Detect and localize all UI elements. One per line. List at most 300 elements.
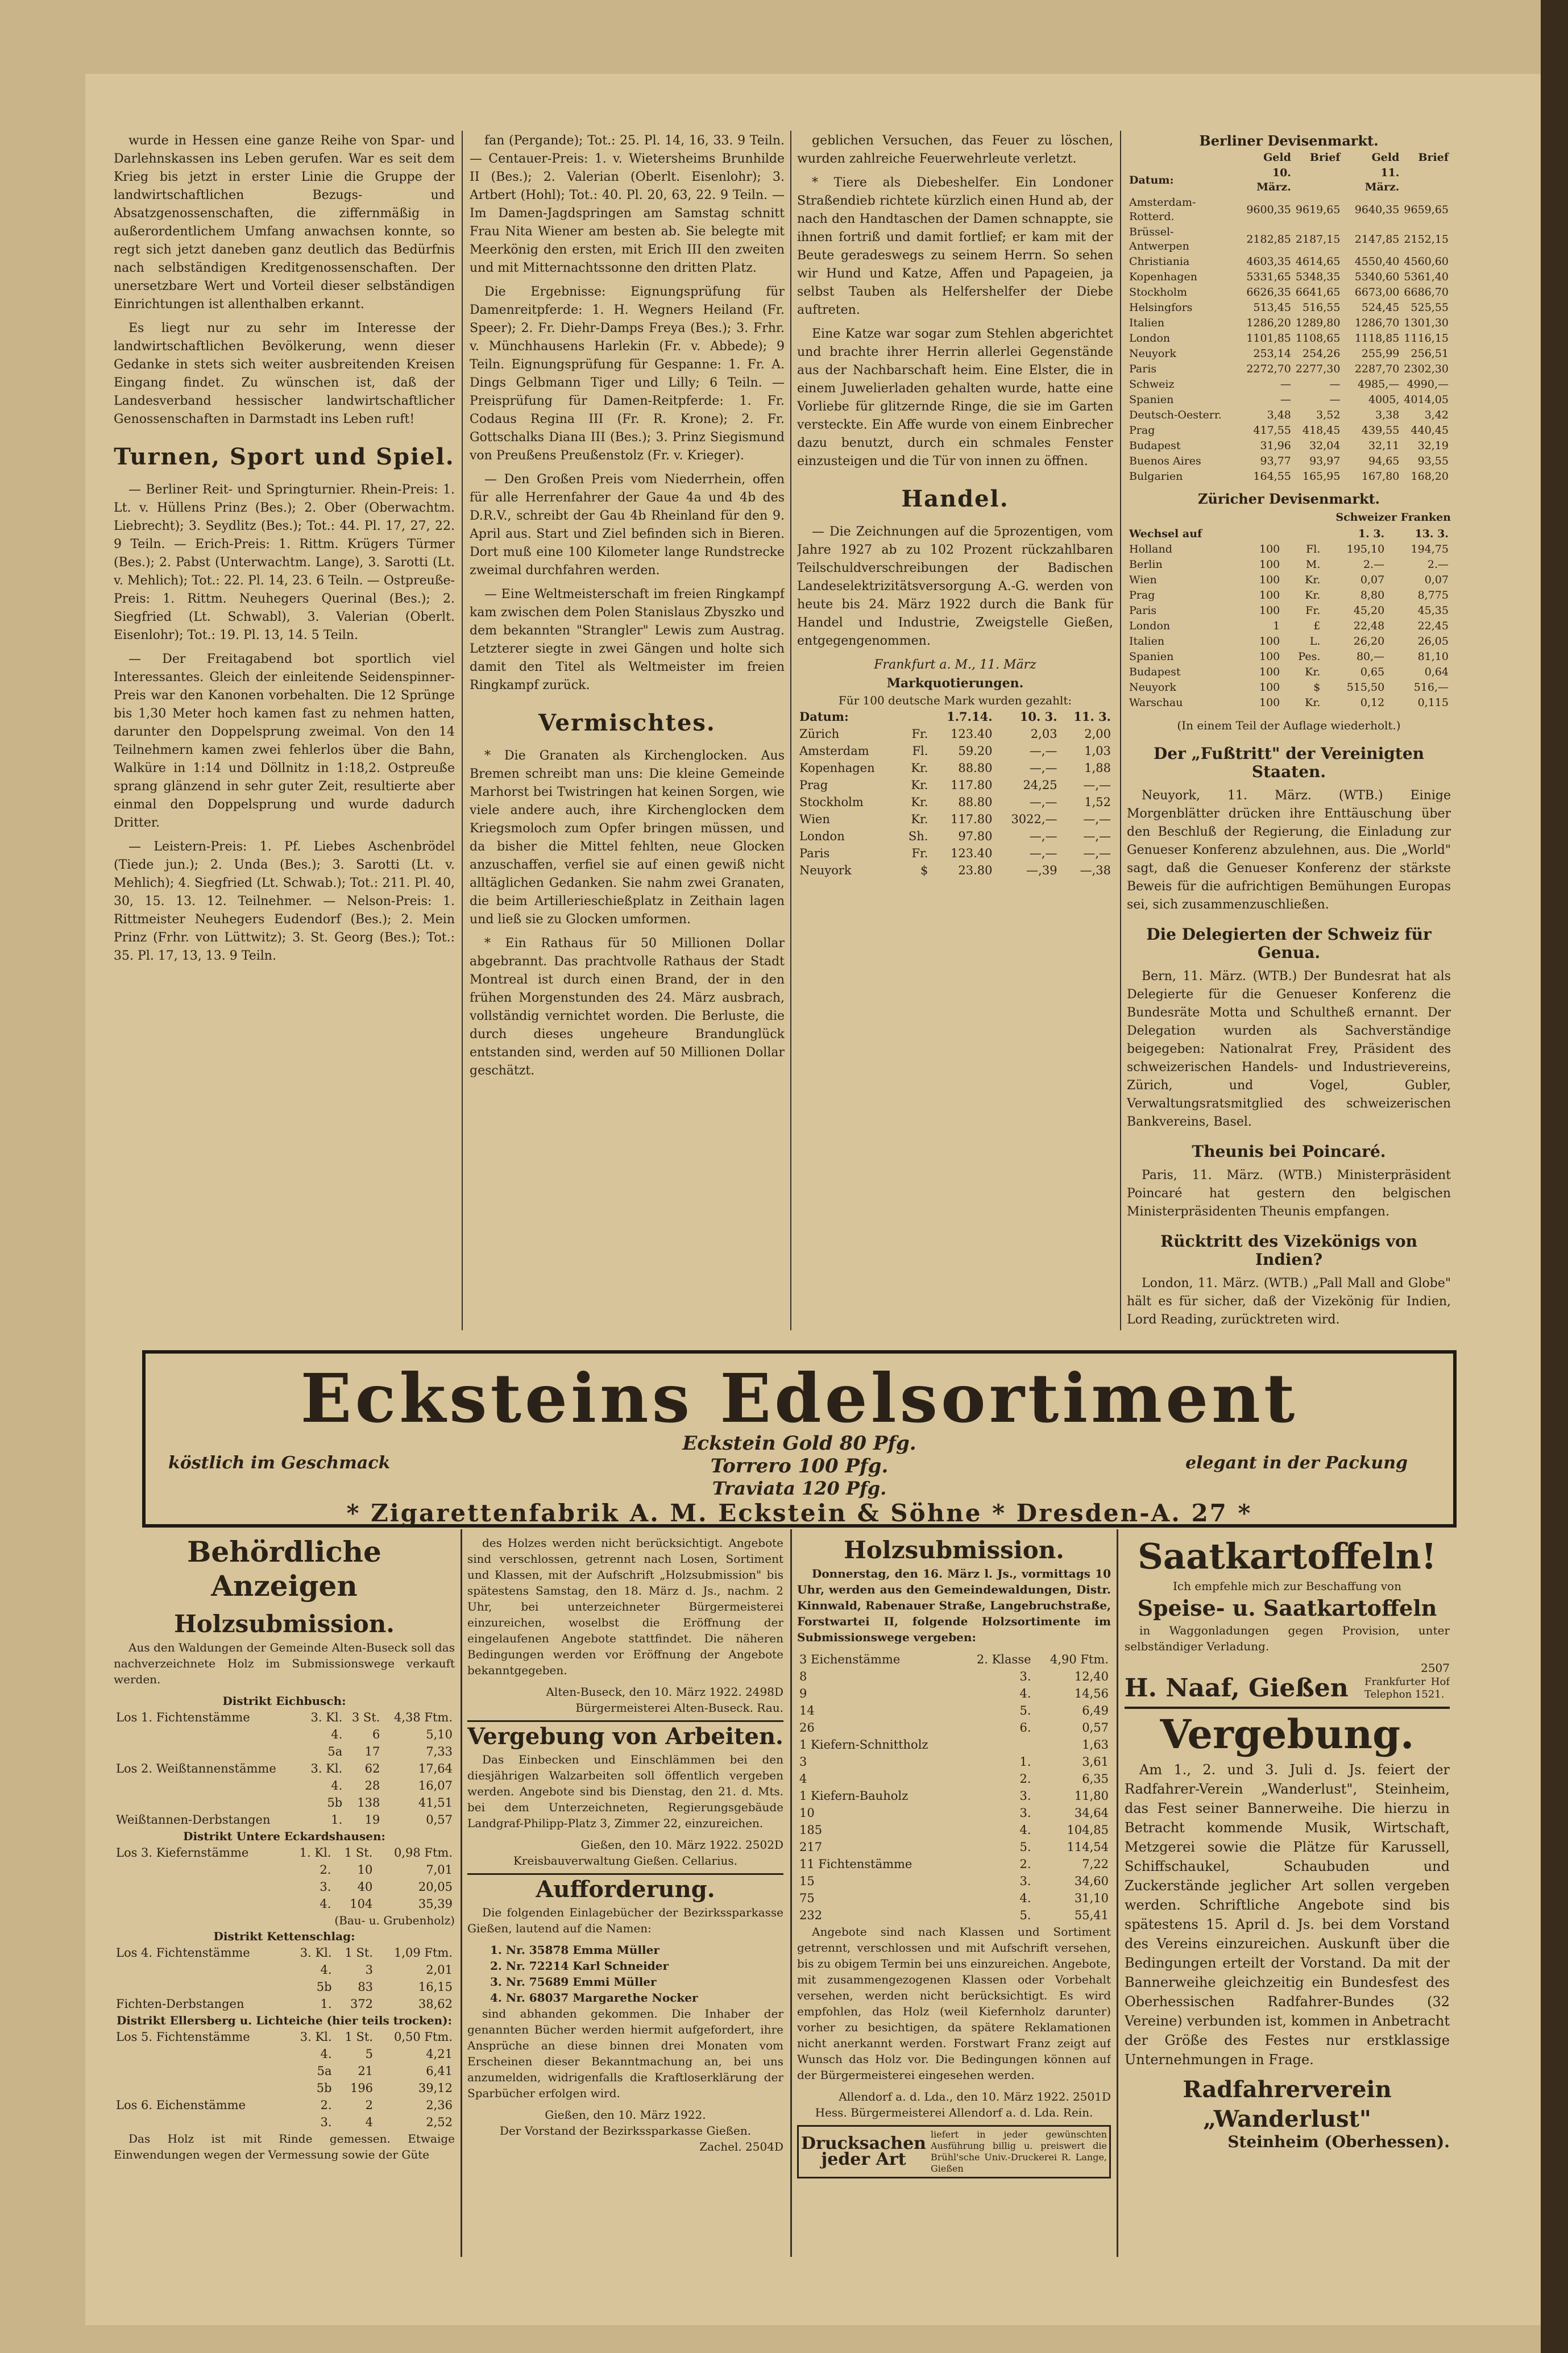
news-heading: Rücktritt des Vizekönigs von Indien? — [1160, 1232, 1417, 1269]
table-row — [797, 845, 1113, 862]
table-cell: 6673,00 — [1354, 286, 1400, 298]
table-cell: 93,77 — [1260, 455, 1291, 467]
table-cell: Fl. — [912, 744, 928, 758]
table-cell: 372 — [350, 1997, 374, 2011]
table-row — [797, 811, 1113, 828]
table-cell: 100 — [1259, 558, 1280, 571]
table-cell: 9600,35 — [1246, 203, 1291, 216]
table-cell — [114, 1777, 303, 1794]
table-cell: 4. — [331, 1728, 343, 1741]
table-cell: 196 — [350, 2081, 374, 2095]
table-row — [1127, 588, 1451, 603]
table-cell: 100 — [1259, 696, 1280, 709]
ad-sign: Allendorf a. d. Lda., den 10. März 1922. 2501D — [839, 2090, 1111, 2103]
table-row — [1127, 225, 1451, 254]
holz-intro: Aus den Waldungen der Gemeinde Alten-Buseck soll das nachverzeichnete Holz im Submissionswege verkauft werden. — [114, 1641, 455, 1686]
table-cell: 104,85 — [1067, 1823, 1109, 1837]
table-row — [1127, 572, 1451, 588]
table-cell: 0,12 — [1360, 696, 1385, 709]
table-cell: Wien — [1129, 574, 1157, 586]
table-cell: 32,19 — [1417, 439, 1449, 452]
table-cell: 2.— — [1363, 558, 1385, 571]
table-cell: Kopenhagen — [1129, 271, 1197, 283]
table-cell: 256,51 — [1411, 347, 1449, 360]
table-cell: London — [1129, 332, 1171, 345]
table-cell: 1289,80 — [1295, 317, 1341, 329]
table-cell: Buenos Aires — [1129, 455, 1201, 467]
table-cell: 2,52 — [426, 2115, 453, 2129]
table-row — [114, 1760, 455, 1777]
table-cell: 217 — [799, 1840, 823, 1854]
table-cell — [114, 1861, 288, 1878]
list-item: 1. Nr. 35878 Emma Müller — [490, 1943, 659, 1957]
table-cell: Kr. — [1305, 666, 1321, 678]
table-row — [797, 1821, 1111, 1839]
table-row — [114, 2062, 455, 2080]
table-cell: 8,775 — [1417, 589, 1449, 601]
table-row — [114, 1961, 455, 1978]
ad-title-aufforderung: Aufforderung. — [467, 1873, 783, 1904]
table-cell: 165,95 — [1302, 470, 1341, 483]
table-cell: 7,01 — [426, 1863, 453, 1877]
table-cell: — — [1280, 393, 1291, 406]
column-rule — [461, 1529, 462, 2257]
table-row — [1127, 316, 1451, 331]
table-row — [1127, 557, 1451, 572]
column-2 — [470, 132, 785, 1331]
table-cell: Paris — [799, 846, 830, 860]
saat-big: Speise- u. Saatkartoffeln — [1137, 1595, 1437, 1621]
table-cell — [114, 1895, 288, 1912]
table-cell: 1301,30 — [1404, 317, 1449, 329]
table-cell: 88.80 — [958, 795, 993, 809]
vergebung-title: Vergebung. — [1125, 1707, 1450, 1760]
table-cell — [114, 1961, 288, 1978]
list-item: 4. Nr. 68037 Margarethe Nocker — [490, 1991, 698, 2005]
table-cell: 31,10 — [1074, 1891, 1109, 1905]
table-cell: 13. 3. — [1414, 528, 1449, 540]
table-cell: Kr. — [911, 761, 928, 775]
official-notices-heading: Behördliche Anzeigen — [187, 1535, 381, 1603]
table-cell: 516,— — [1413, 681, 1449, 694]
table-cell: Prag — [799, 778, 828, 792]
druck-title: Drucksachen jeder Art — [801, 2134, 926, 2169]
table-cell — [1244, 526, 1282, 542]
table-cell: Bulgarien — [1129, 470, 1183, 483]
table-cell: Holland — [1129, 543, 1172, 555]
table-cell: 2. — [320, 2098, 332, 2112]
table-row — [797, 1702, 1111, 1719]
table-cell — [114, 1878, 288, 1895]
table-cell: Kr. — [911, 778, 928, 792]
table-cell: 3. Kl. — [300, 2030, 332, 2044]
table-cell: 524,45 — [1361, 301, 1400, 314]
table-cell: Helsingfors — [1129, 301, 1193, 314]
table-cell: 20,05 — [418, 1880, 453, 1894]
table-cell: 15 — [799, 1874, 815, 1888]
table-cell: 21 — [358, 2064, 374, 2078]
table-cell: M. — [1305, 558, 1321, 571]
table-cell: 8,80 — [1360, 589, 1385, 601]
table-cell: 4. — [1019, 1823, 1031, 1837]
naaf-name: H. Naaf, Gießen — [1125, 1674, 1349, 1703]
table-cell — [114, 1726, 303, 1743]
news-text: Bern, 11. März. (WTB.) Der Bundesrat hat als Delegierte für die Genueser Konferenz die Bundesräte Motta und Schultheß ernannt. Der Delegation wurden als Sachverständige beigegeben: Nationalrat Frey, Präsident des schweizerischen Handels- und Industrievereins, Zürich, und Vogel, Gubler, Verwaltungsratsmitglied des schweizerischen Bankvereins, Basel. — [1127, 969, 1451, 1129]
news-text: Neuyork, 11. März. (WTB.) Einige Morgenblätter drücken ihre Enttäuschung über den Beschluß der Regierung, die Einladung zur Genueser Konferenz abzulehnen, aus. Die „World" sagt, daß die Genueser Konferenz der stärkste Beweis für die aufrichtigen Bemühungen Europas sei, sich zusammenzuschließen. — [1127, 789, 1451, 912]
table-row — [797, 1787, 1111, 1804]
table-cell: 81,10 — [1417, 650, 1449, 663]
table-cell: 185 — [799, 1823, 823, 1837]
ad-sign: Hess. Bürgermeisterei Allendorf a. d. Lda. Rein. — [815, 2106, 1093, 2119]
table-cell: 5,10 — [426, 1728, 453, 1741]
district-title: Distrikt Eichbusch: — [222, 1694, 346, 1708]
table-cell: 1,52 — [1084, 795, 1111, 809]
table-cell: 0,64 — [1424, 666, 1449, 678]
table-cell: 19 — [364, 1813, 380, 1827]
table-cell: Neuyork — [1129, 347, 1176, 360]
table-cell: 17,64 — [418, 1762, 453, 1775]
table-row — [797, 1856, 1111, 1873]
table-cell: 4560,60 — [1404, 255, 1449, 268]
column-4 — [1127, 132, 1451, 1331]
table-cell: 1. — [320, 1997, 332, 2011]
table-cell: 5. — [1019, 1840, 1031, 1854]
table-cell: 1101,85 — [1246, 332, 1291, 345]
table-cell: 1,09 Ftm. — [393, 1946, 453, 1960]
table-cell: 4. — [320, 1897, 331, 1911]
table-cell: 0,07 — [1424, 574, 1449, 586]
section-heading-sport: Turnen, Sport und Spiel. — [114, 443, 455, 470]
vergebung-text: Am 1., 2. und 3. Juli d. Js. feiert der Radfahrer-Verein „Wanderlust", Steinheim, das Fest seiner Bannerweihe. Die hierzu in Betracht kommende Musik, Wirtschaft, Metzgerei sowie die Plätze für Karussell, Schiffschaukel, Schaubuden und Zuckerstände jeglicher Art sollen vergeben werden. Schriftliche Angebote sind bis spätestens 15. April d. Js. bei dem Vorstand des Vereins einzureichen. Auskunft über die Bedingungen erteilt der Vorstand. Da mit der Bannerweihe gleichzeitig ein Bundesfest des Oberhessischen Radfahrer-Bundes (32 Vereine) verbunden ist, kommen in Anbetracht der Größe des Festes nur erstklassige Unternehmungen in Frage. — [1125, 1762, 1450, 2068]
table-cell: 100 — [1259, 574, 1280, 586]
table-cell: 2277,30 — [1295, 363, 1341, 375]
table-cell: 1108,65 — [1295, 332, 1341, 345]
table-cell — [114, 1743, 303, 1760]
table-row — [114, 1978, 455, 1995]
table-cell: 2302,30 — [1404, 363, 1449, 375]
table-cell: 100 — [1259, 650, 1280, 663]
table-cell: 0,115 — [1417, 696, 1449, 709]
table-cell — [899, 708, 931, 725]
table-row — [1127, 634, 1451, 649]
devisen-table — [1127, 150, 1451, 484]
ad-column-2 — [467, 1535, 783, 2251]
table-cell: 4 — [799, 1772, 807, 1786]
table-row — [1127, 269, 1451, 285]
article-text: * Ein Rathaus für 50 Millionen Dollar abgebrannt. Das prachtvolle Rathaus der Stadt Montreal ist durch einen Brand, der in den frühen Morgenstunden des 24. März ausbrach, vollständig vernichtet worden. Die Berluste, die durch dieses ungeheure Brandunglück entstanden sind, werden auf 50 Millionen Dollar geschätzt. — [470, 936, 785, 1078]
column-rule — [1120, 131, 1121, 1330]
table-cell: 100 — [1259, 589, 1280, 601]
table-row — [1127, 695, 1451, 711]
table-row — [797, 1736, 1111, 1753]
table-row — [797, 777, 1113, 794]
table-row — [797, 1890, 1111, 1907]
table-row — [1127, 665, 1451, 680]
table-cell: 100 — [1259, 666, 1280, 678]
table-cell: 1 St. — [345, 1946, 374, 1960]
table-cell: Amsterdam-Rotterd. — [1129, 196, 1196, 223]
holz-table-1 — [114, 1709, 455, 1828]
district-title: Distrikt Untere Eckardshausen: — [183, 1829, 385, 1843]
table-row — [1127, 392, 1451, 408]
article-text: Die Ergebnisse: Eignungsprüfung für Damenreitpferde: 1. H. Wegners Heiland (Fr. Speer); 2. Fr. Diehr-Damps Freya (Bes.); 3. Frhr. v. Münchhausens Harlekin (Fr. v. Abbede); 9 Teiln. Eignungsprüfung für Gespanne: 1. Fr. A. Dings Gelbmann Tiger und Lilly; 6 Teiln. — Preisprüfung für Damen-Reitpferde: 1. Fr. Codaus Regina III (Fr. R. Krone); 2. Fr. Gottschalks Diana III (Bes.); 3. Prinz Siegismund von Preußens Preußenstolz (Fr. v. Krieger). — [470, 285, 785, 463]
table-row — [1127, 469, 1451, 484]
table-cell: Budapest — [1129, 666, 1181, 678]
table-cell: 5. — [1019, 1908, 1031, 1922]
table-cell: 4 — [365, 2115, 374, 2129]
table-cell: 1. 3. — [1358, 528, 1385, 540]
ad-text: in Waggonladungen gegen Provision, unter selbständiger Verladung. — [1125, 1624, 1450, 1653]
table-cell: —,— — [1029, 829, 1057, 843]
table-cell: 417,55 — [1253, 424, 1291, 437]
table-cell: 32,11 — [1368, 439, 1400, 452]
table-cell: 6. — [1019, 1721, 1031, 1734]
zurich-title: Züricher Devisenmarkt. — [1197, 491, 1380, 507]
table-cell: 418,45 — [1302, 424, 1341, 437]
table-row — [1127, 423, 1451, 438]
table-row — [797, 828, 1113, 845]
table-cell: Stockholm — [799, 795, 864, 809]
ad-text: sind abhanden gekommen. Die Inhaber der genannten Bücher werden hiermit aufgefordert, ihre Ansprüche an diese binnen drei Monaten vom Erscheinen dieser Bekanntmachung an, bei uns anzumelden, widrigenfalls die Kraftloserklärung der Sparbücher erfolgen wird. — [467, 2007, 783, 2100]
table-cell: 22,48 — [1353, 620, 1385, 632]
table-cell: 3 — [799, 1755, 807, 1769]
table-cell: 26 — [799, 1721, 815, 1734]
district-title: Distrikt Ellersberg u. Lichteiche (hier teils trocken): — [116, 2014, 453, 2027]
table-cell: Kr. — [1305, 589, 1321, 601]
table-row — [1127, 195, 1451, 225]
column-rule — [462, 131, 463, 1330]
table-cell: 2,36 — [426, 2098, 453, 2112]
table-cell: 55,41 — [1074, 1908, 1109, 1922]
table-cell: Kr. — [1305, 696, 1321, 709]
banner-right-slogan: elegant in der Packung — [1185, 1453, 1408, 1473]
table-cell: —,— — [1083, 829, 1111, 843]
ad-title-vergebung-arbeiten: Vergebung von Arbeiten. — [467, 1720, 783, 1752]
article-text: — Berliner Reit- und Springturnier. Rhein-Preis: 1. Lt. v. Hüllens Prinz (Bes.); 2. Ober (Oberwachtm. Liebrecht); 3. Seydlitz (Bes.); Tot.: 44. Pl. 17, 27, 22. 9 Teiln. — Erich-Preis: 1. Rittm. Krügers Türmer (Bes.); 2. Pabst (Unterwachtm. Lange), 3. Sarotti (Lt. v. Mehlich); Tot.: 22. Pl. 14, 23. 6 Teiln. — Ostpreuße-Preis: 1. Rittm. Neuhegers Querinal (Bes.); 2. Siegfried (Lt. Schwabl), 3. Valerian (Oberlt. Eisenlohr); Tot.: 19. Pl. 13, 14. 5 Teiln. — [114, 483, 455, 642]
table-row — [797, 1753, 1111, 1770]
table-cell: 93,55 — [1417, 455, 1449, 467]
table-cell: 515,50 — [1346, 681, 1385, 694]
column-rule — [790, 131, 791, 1330]
table-cell: 513,45 — [1253, 301, 1291, 314]
table-cell: Brief — [1309, 151, 1341, 164]
table-row — [797, 760, 1113, 777]
table-row — [797, 1804, 1111, 1821]
table-row — [1127, 603, 1451, 619]
table-cell: 9659,65 — [1404, 203, 1449, 216]
table-cell: —,— — [1029, 744, 1057, 758]
banner-price-1: Eckstein Gold 80 Pfg. — [682, 1432, 916, 1455]
table-cell: —,— — [1083, 846, 1111, 860]
table-row — [114, 1995, 455, 2012]
table-cell: 45,20 — [1353, 604, 1385, 617]
table-cell: Fr. — [1305, 604, 1321, 617]
table-cell: 4. — [320, 2047, 332, 2061]
table-cell: Italien — [1129, 317, 1165, 329]
table-cell: 1 St. — [344, 1846, 373, 1860]
table-cell: —,— — [1083, 812, 1111, 826]
table-row — [797, 794, 1113, 811]
zurich-unit: Schweizer Franken — [1335, 511, 1451, 524]
table-cell: 138 — [357, 1796, 380, 1810]
district-title: Distrikt Kettenschlag: — [213, 1929, 355, 1943]
table-cell: 1,63 — [1082, 1738, 1109, 1752]
table-cell: 3 Eichenstämme — [799, 1653, 901, 1666]
table-cell — [1282, 526, 1322, 542]
table-row — [1127, 285, 1451, 300]
table-cell: 6,41 — [426, 2064, 453, 2078]
table-cell: 100 — [1259, 681, 1280, 694]
table-cell: Zürich — [799, 727, 840, 741]
table-cell: Paris — [1129, 604, 1157, 617]
table-cell: 3 St. — [351, 1711, 380, 1724]
ad-column-3 — [797, 1535, 1111, 2251]
ad-text: Angebote sind nach Klassen und Sortiment getrennt, verschlossen und mit Aufschrift versehen, bis zu obigem Termin bei uns einzureichen. Angebote, mit zusammengezogenen Klassen oder Vorbehalt versehen, werden nicht berücksichtigt. Es wird empfohlen, das Holz (weil Kiefernholz darunter) vorher zu besichtigen, da spätere Reklamationen nicht anerkannt werden. Forstwart Franz zeigt auf Wunsch das Holz vor. Die Bedingungen können auf der Bürgermeisterei eingesehen werden. — [797, 1925, 1111, 2082]
table-cell: 10 — [357, 1863, 373, 1877]
table-cell: 4550,40 — [1354, 255, 1400, 268]
table-cell: 5a — [317, 2064, 332, 2078]
table-cell: 6626,35 — [1246, 286, 1291, 298]
list-item: 3. Nr. 75689 Emmi Müller — [490, 1975, 657, 1989]
ad-text: Ich empfehle mich zur Beschaffung von — [1173, 1579, 1401, 1593]
table-cell: 0,98 Ftm. — [393, 1846, 453, 1860]
table-cell: 2187,15 — [1295, 233, 1341, 246]
article-text: wurde in Hessen eine ganze Reihe von Spar- und Darlehnskassen ins Leben gerufen. War es seit dem Krieg bis jetzt in erster Linie die Gruppe der landwirtschaftlichen Bezugs- und Absatzgenossenschaften, die ziffernmäßig in außerordentlichem Umfang anwachsen konnte, so regt sich jetzt daneben ganz deutlich das Bedürfnis nach selbständigen Kreditgenossenschaften. Der unersetzbare Wert und Vorteil dieser selbständigen Einrichtungen ist allenthalben erkannt. — [114, 134, 455, 312]
table-cell: 100 — [1259, 604, 1280, 617]
table-row — [114, 1944, 455, 1961]
table-cell: Pes. — [1298, 650, 1321, 663]
table-cell — [1401, 165, 1451, 195]
table-cell: 255,99 — [1361, 347, 1400, 360]
district-note: (Bau- u. Grubenholz) — [334, 1914, 455, 1927]
table-cell: 4005, — [1368, 393, 1400, 406]
table-row — [797, 1668, 1111, 1685]
table-cell: 167,80 — [1361, 470, 1400, 483]
table-row — [114, 1844, 455, 1861]
table-row — [114, 1895, 455, 1912]
table-cell: 94,65 — [1368, 455, 1400, 467]
table-cell: 31,96 — [1260, 439, 1291, 452]
ad-sign: Der Vorstand der Bezirkssparkasse Gießen. — [499, 2124, 752, 2138]
table-cell: 2152,15 — [1404, 233, 1449, 246]
table-cell: 4,38 Ftm. — [393, 1711, 453, 1724]
section-heading-handel: Handel. — [901, 485, 1009, 512]
table-cell: 117.80 — [951, 778, 993, 792]
table-cell: $ — [1313, 681, 1321, 694]
table-cell: 28 — [364, 1779, 380, 1792]
table-row — [114, 1709, 455, 1726]
table-cell: Kopenhagen — [799, 761, 875, 775]
table-row — [797, 725, 1113, 742]
table-cell: 123.40 — [951, 727, 993, 741]
table-cell: 2. — [1019, 1857, 1031, 1871]
ad-num: 2507 — [1421, 1661, 1450, 1675]
table-cell: 3022,— — [1011, 812, 1057, 826]
table-cell: —,— — [1083, 778, 1111, 792]
table-cell: 83 — [358, 1980, 374, 1994]
table-cell: Fichten-Derbstangen — [116, 1997, 244, 2011]
table-row — [1127, 362, 1451, 377]
article-text: * Die Granaten als Kirchenglocken. Aus Bremen schreibt man uns: Die kleine Gemeinde Marhorst bei Twistringen hat keinen Sorgen, wie viele andere auch, ihre Kirchenglocken dem Kriegsmoloch zum Opfer bringen müssen, und da bisher die Mittel fehlten, neue Glocken anzuschaffen, verfiel sie auf einen gewiß nicht alltäglichen Gedanken. Sie nahm zwei Granaten, die beim Artillerieschießplatz in Zeithain lagen und ließ sie zu Glocken umformen. — [470, 749, 785, 927]
table-cell: 14,56 — [1074, 1687, 1109, 1700]
table-cell: 75 — [799, 1891, 815, 1905]
table-cell: Budapest — [1129, 439, 1181, 452]
table-cell: 10 — [799, 1806, 815, 1820]
table-row — [114, 2114, 455, 2131]
banner-price-2: Torrero 100 Pfg. — [710, 1455, 889, 1478]
table-row — [1127, 454, 1451, 469]
section-heading-vermischtes: Vermischtes. — [538, 709, 716, 736]
table-cell: Spanien — [1129, 650, 1174, 663]
table-cell — [1127, 150, 1234, 165]
article-text: geblichen Versuchen, das Feuer zu löschen, wurden zahlreiche Feuerwehrleute verletzt. — [797, 134, 1113, 166]
table-cell: 4990,— — [1407, 378, 1449, 391]
table-cell: 5b — [327, 1796, 343, 1810]
table-cell: 6 — [372, 1728, 380, 1741]
table-row — [797, 1719, 1111, 1736]
table-cell: 7,22 — [1082, 1857, 1109, 1871]
table-cell: 0,50 Ftm. — [393, 2030, 453, 2044]
table-cell: 2. Klasse — [976, 1653, 1031, 1666]
table-cell: 3. Kl. — [310, 1762, 343, 1775]
table-cell: 16,15 — [418, 1980, 453, 1994]
table-cell: —,— — [1029, 761, 1057, 775]
table-cell: 168,20 — [1411, 470, 1449, 483]
table-row — [1127, 377, 1451, 392]
table-cell: 5 — [365, 2047, 374, 2061]
table-cell: 9 — [799, 1687, 807, 1700]
table-cell: 5a — [327, 1745, 343, 1758]
table-cell: 2.— — [1427, 558, 1449, 571]
devisen-title: Berliner Devisenmarkt. — [1199, 132, 1379, 149]
column-1 — [114, 132, 455, 1331]
table-row — [797, 1839, 1111, 1856]
table-cell: Geld — [1371, 151, 1400, 164]
table-cell: L. — [1309, 635, 1321, 648]
table-cell: 26,05 — [1417, 635, 1449, 648]
table-cell: Weißtannen-Derbstangen — [116, 1813, 271, 1827]
table-cell — [114, 2080, 288, 2097]
table-row — [1127, 680, 1451, 695]
table-cell: 6686,70 — [1404, 286, 1449, 298]
column-rule — [790, 1529, 792, 2257]
table-cell: 3,48 — [1267, 409, 1291, 421]
table-cell: 9640,35 — [1354, 203, 1400, 216]
table-cell: 88.80 — [958, 761, 993, 775]
table-cell: 253,14 — [1253, 347, 1291, 360]
table-cell: 5348,35 — [1295, 271, 1341, 283]
eckstein-banner-ad — [142, 1350, 1457, 1528]
table-cell: 1. Kl. — [299, 1846, 331, 1860]
table-cell: — — [1280, 378, 1291, 391]
table-cell: 10. 3. — [1019, 709, 1057, 724]
holz-table-2 — [114, 1844, 455, 1912]
table-cell: 12,40 — [1074, 1670, 1109, 1683]
table-cell: $ — [920, 864, 928, 877]
ad-sign: Gießen, den 10. März 1922. — [545, 2108, 706, 2122]
table-cell: 3. Kl. — [310, 1711, 343, 1724]
news-text: Paris, 11. März. (WTB.) Ministerpräsident Poincaré hat gestern den belgischen Ministerpräsidenten Theunis empfangen. — [1127, 1168, 1451, 1219]
mark-table-title: Frankfurt a. M., 11. März — [874, 658, 1036, 672]
table-row — [114, 1743, 455, 1760]
table-cell: 3. — [320, 1880, 331, 1894]
table-row — [797, 1651, 1111, 1668]
table-row — [114, 1811, 455, 1828]
table-cell: 254,26 — [1302, 347, 1341, 360]
table-cell: Los 4. Fichtenstämme — [116, 1946, 250, 1960]
holz-table-5 — [797, 1651, 1111, 1924]
table-cell: 164,55 — [1253, 470, 1291, 483]
